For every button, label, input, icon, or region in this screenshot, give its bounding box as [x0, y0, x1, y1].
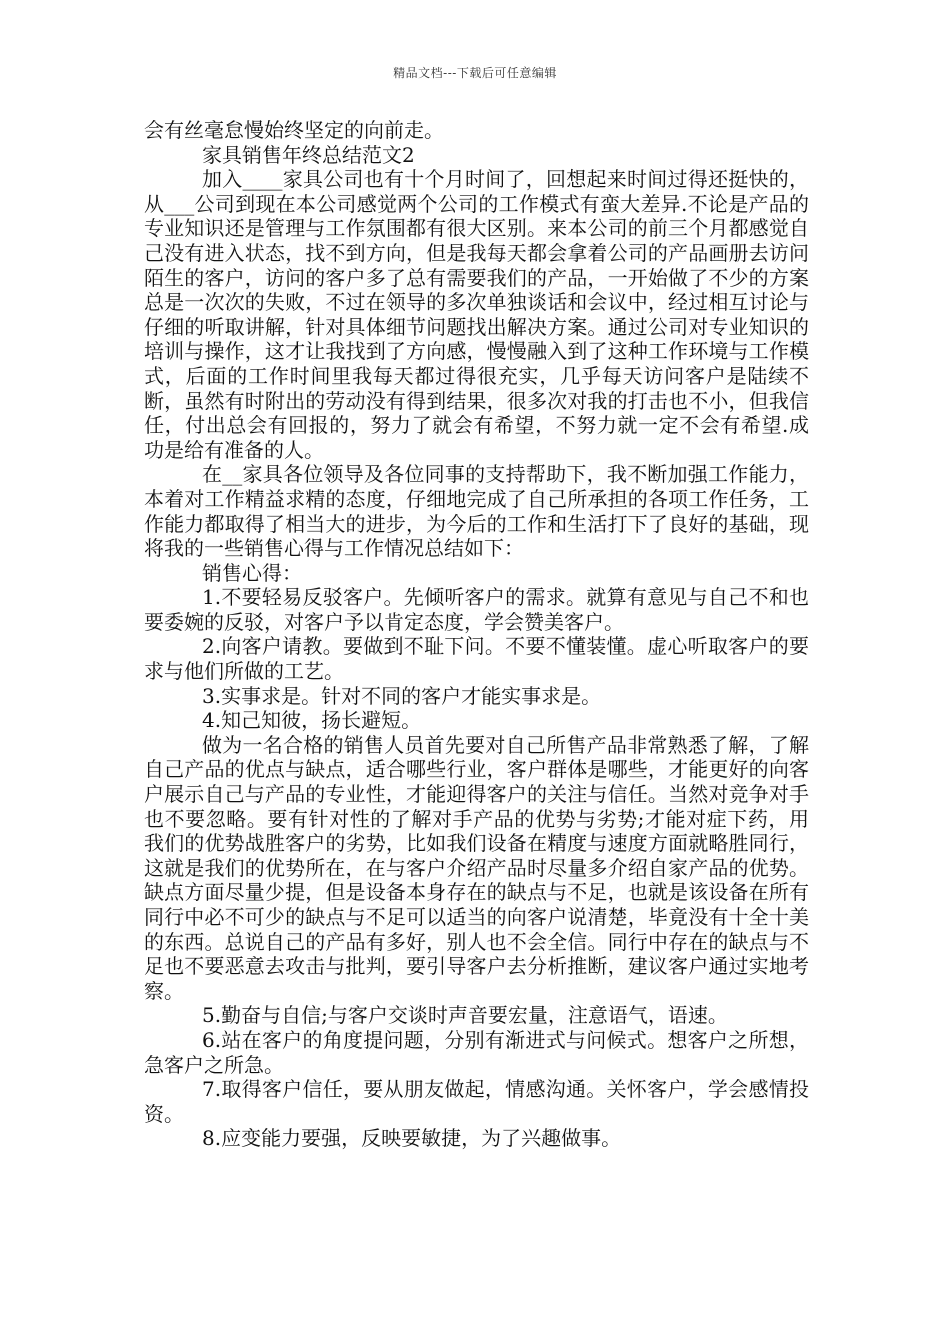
paragraph-support: 在__家具各位领导及各位同事的支持帮助下，我不断加强工作能力，本着对工作精益求精的态度，仔细地完成了自己所承担的各项工作任务，工作能力都取得了相当大的进步，为今后的工作和生活打下了良好的基础，现将我的一些销售心得与工作情况总结如下： [144, 462, 809, 561]
tip-item-5: 5.勤奋与自信;与客户交谈时声音要宏量，注意语气，语速。 [202, 1003, 728, 1028]
tip-item-1: 1.不要轻易反驳客户。先倾听客户的需求。就算有意见与自己不和也要委婉的反驳，对客户予以肯定态度，学会赞美客户。 [144, 585, 809, 634]
tip-item-3: 3.实事求是。针对不同的客户才能实事求是。 [202, 683, 602, 708]
tip-item-8: 8.应变能力要强，反映要敏捷，为了兴趣做事。 [202, 1126, 622, 1151]
tip-item-2: 2.向客户请教。要做到不耻下问。不要不懂装懂。虚心听取客户的要求与他们所做的工艺。 [144, 634, 809, 684]
section-title: 家具销售年终总结范文2 [202, 142, 415, 167]
tip-item-7: 7.取得客户信任，要从朋友做起，情感沟通。关怀客户，学会感情投资。 [144, 1077, 809, 1126]
paragraph-continuation: 会有丝毫怠慢始终坚定的向前走。 [144, 118, 444, 142]
tip-item-6: 6.站在客户的角度提问题，分别有渐进式与问候式。想客户之所想，急客户之所急。 [144, 1027, 809, 1077]
paragraph-intro: 加入____家具公司也有十个月时间了，回想起来时间过得还挺快的，从___公司到现在本公司感觉两个公司的工作模式有蛮大差异.不论是产品的专业知识还是管理与工作氛围都有很大区别。来本公司的前三个月都感觉自己没有进入状态，找不到方向，但是我每天都会拿着公司的产品画册去访问陌生的客户，访问的客户多了总有需要我们的产品，一开始做了不少的方案总是一次次的失败，不过在领导的多次单独谈话和会议中，经过相互讨论与仔细的听取讲解，针对具体细节问题找出解决方案。通过公司对专业知识的培训与操作，这才让我找到了方向感，慢慢融入到了这种工作环境与工作模式，后面的工作时间里我每天都过得很充实，几乎每天访问客户是陆续不断，虽然有时附出的劳动没有得到结果，很多次对我的打击也不小，但我信任，付出总会有回报的，努力了就会有希望，不努力就一定不会有希望.成功是给有准备的人。 [144, 167, 809, 462]
tip-item-4: 4.知己知彼，扬长避短。 [202, 708, 422, 733]
page-header: 精品文档---下载后可任意编辑 [393, 66, 557, 80]
paragraph-product-knowledge: 做为一名合格的销售人员首先要对自己所售产品非常熟悉了解，了解自己产品的优点与缺点，适合哪些行业，客户群体是哪些，才能更好的向客户展示自己与产品的专业性，才能迎得客户的关注与信任。当然对竞争对手也不要忽略。要有针对性的了解对手产品的优势与劣势;才能对症下药，用我们的优势战胜客户的劣势，比如我们设备在精度与速度方面就略胜同行，这就是我们的优势所在，在与客户介绍产品时尽量多介绍自家产品的优势。缺点方面尽量少提，但是设备本身存在的缺点与不足，也就是该设备在所有同行中必不可少的缺点与不足可以适当的向客户说清楚，毕竟没有十全十美的东西。总说自己的产品有多好，别人也不会全信。同行中存在的缺点与不足也不要恶意去攻击与批判，要引导客户去分析推断，建议客户通过实地考察。 [144, 732, 809, 1003]
sales-tips-heading: 销售心得： [202, 560, 302, 585]
document-body [144, 118, 809, 1151]
